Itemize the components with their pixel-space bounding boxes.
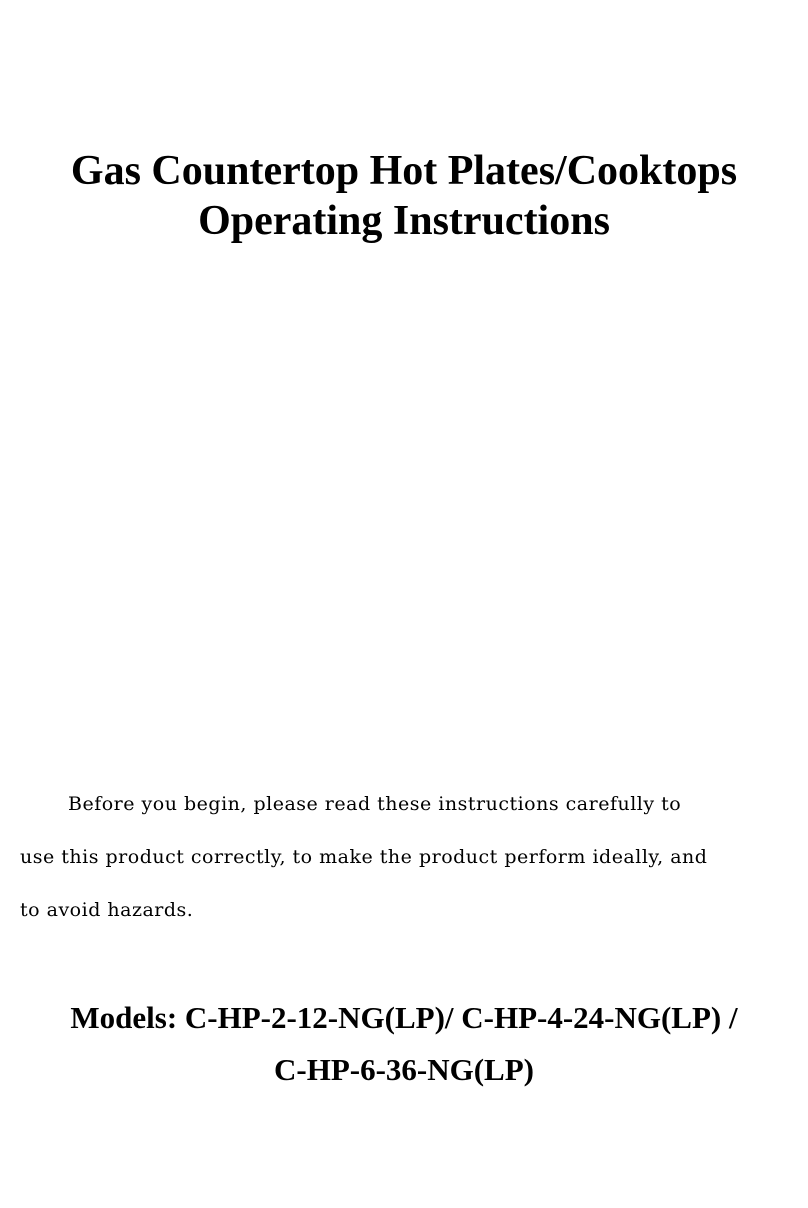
title-line-2: Operating Instructions [198, 198, 610, 244]
title-line-1: Gas Countertop Hot Plates/Cooktops [70, 148, 738, 194]
models-line-1: Models: C-HP-2-12-NG(LP)/ C-HP-4-24-NG(LP) / [70, 1000, 738, 1035]
intro-line-2: use this product correctly, to make the product perform ideally, and [20, 846, 708, 868]
intro-line-3: to avoid hazards. [20, 899, 194, 921]
document-title [0, 146, 808, 246]
intro-line-1: Before you begin, please read these instructions carefully to [68, 793, 682, 815]
models-line-2: C-HP-6-36-NG(LP) [274, 1052, 534, 1087]
models-heading [0, 992, 808, 1096]
intro-paragraph [20, 778, 790, 937]
